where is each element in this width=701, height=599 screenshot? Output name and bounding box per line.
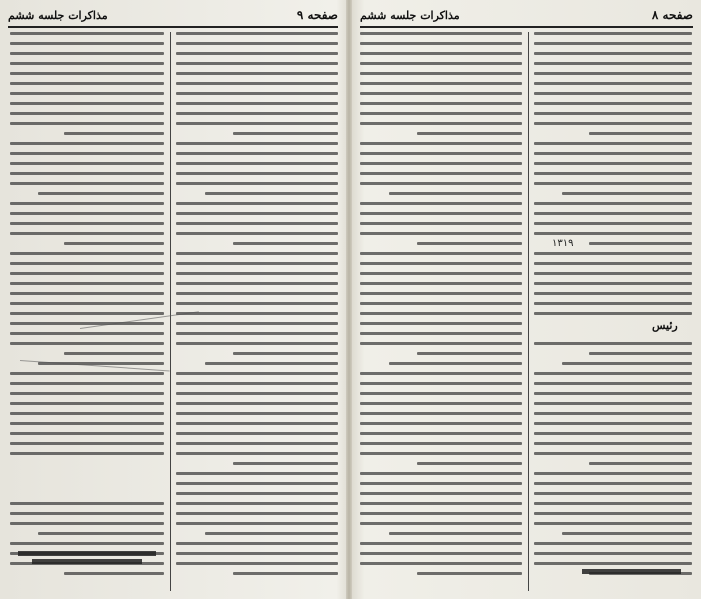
text-line [360, 322, 522, 325]
text-line [10, 512, 164, 515]
text-line [360, 62, 522, 65]
text-line [534, 492, 692, 495]
text-line [534, 272, 692, 275]
text-line [360, 42, 522, 45]
text-line [10, 522, 164, 525]
text-line [233, 352, 338, 355]
text-line [360, 32, 522, 35]
text-line [10, 142, 164, 145]
text-line [176, 212, 338, 215]
text-line [360, 82, 522, 85]
text-line [176, 142, 338, 145]
text-line [562, 362, 692, 365]
text-line [10, 32, 164, 35]
text-line [10, 152, 164, 155]
text-line [360, 302, 522, 305]
text-line [360, 292, 522, 295]
text-line [10, 502, 164, 505]
text-line [360, 122, 522, 125]
text-line [176, 292, 338, 295]
text-line [360, 212, 522, 215]
text-line [10, 92, 164, 95]
text-line [176, 162, 338, 165]
text-line [10, 312, 164, 315]
text-line [534, 82, 692, 85]
text-line [534, 42, 692, 45]
text-line [534, 342, 692, 345]
text-line [176, 472, 338, 475]
text-line [360, 222, 522, 225]
text-line [176, 522, 338, 525]
left-page-number-group [297, 8, 338, 22]
text-line [10, 172, 164, 175]
text-line [10, 102, 164, 105]
text-line [176, 262, 338, 265]
text-line [534, 252, 692, 255]
speaker-label: رئیس [652, 319, 678, 332]
text-line [360, 282, 522, 285]
text-line [10, 212, 164, 215]
text-line [10, 412, 164, 415]
text-line [534, 472, 692, 475]
text-line [534, 102, 692, 105]
text-line [176, 382, 338, 385]
text-line [360, 512, 522, 515]
text-line [360, 502, 522, 505]
text-line [10, 252, 164, 255]
text-line [10, 392, 164, 395]
text-line [360, 482, 522, 485]
text-line [10, 42, 164, 45]
right-page-column-inner [360, 32, 522, 591]
text-line [360, 412, 522, 415]
text-line [176, 102, 338, 105]
text-line [10, 182, 164, 185]
text-line [205, 362, 338, 365]
text-line [589, 352, 692, 355]
text-line [417, 462, 522, 465]
right-page [352, 0, 701, 599]
text-line [10, 452, 164, 455]
text-line [10, 302, 164, 305]
text-line [10, 292, 164, 295]
text-line [176, 412, 338, 415]
text-line [534, 222, 692, 225]
left-running-header [8, 4, 338, 28]
text-line [10, 372, 164, 375]
text-line [417, 572, 522, 575]
left-section-heading [12, 548, 162, 567]
left-page-column-outer [10, 32, 164, 591]
text-line [534, 382, 692, 385]
text-line [233, 572, 338, 575]
text-line [10, 322, 164, 325]
text-line [360, 472, 522, 475]
text-line [534, 402, 692, 405]
text-line [389, 532, 522, 535]
text-line [64, 242, 164, 245]
text-line [10, 52, 164, 55]
text-line [534, 262, 692, 265]
text-line [176, 432, 338, 435]
text-line [176, 222, 338, 225]
right-page-column-outer [534, 32, 692, 591]
text-line [10, 432, 164, 435]
text-line [534, 502, 692, 505]
left-page-number: ۹ [296, 8, 304, 22]
text-line [534, 312, 692, 315]
text-line [534, 452, 692, 455]
text-line [360, 312, 522, 315]
text-line [176, 62, 338, 65]
text-line [176, 342, 338, 345]
text-line [360, 272, 522, 275]
text-line [534, 552, 692, 555]
right-running-header [360, 4, 693, 28]
text-line [176, 562, 338, 565]
text-line [360, 92, 522, 95]
text-line [176, 272, 338, 275]
text-line [360, 162, 522, 165]
text-line [176, 442, 338, 445]
right-column-rule [528, 32, 529, 591]
text-line [360, 252, 522, 255]
right-closing-heading [542, 566, 687, 577]
text-line [10, 342, 164, 345]
text-line [176, 552, 338, 555]
text-line [534, 442, 692, 445]
text-line [176, 152, 338, 155]
text-line [205, 192, 338, 195]
left-running-title: مذاکرات جلسه ششم [8, 8, 108, 22]
text-line [176, 302, 338, 305]
text-line [10, 72, 164, 75]
text-line [176, 392, 338, 395]
text-line [176, 312, 338, 315]
text-line [534, 282, 692, 285]
text-line [360, 332, 522, 335]
left-page-label: صفحه [307, 8, 338, 22]
text-line [10, 162, 164, 165]
text-line [38, 192, 164, 195]
text-line [534, 32, 692, 35]
text-line [176, 172, 338, 175]
text-line [360, 202, 522, 205]
text-line [534, 482, 692, 485]
text-line [360, 232, 522, 235]
text-line [534, 62, 692, 65]
text-line [10, 442, 164, 445]
text-line [360, 112, 522, 115]
left-column-rule [170, 32, 171, 591]
text-line [38, 532, 164, 535]
text-line [360, 182, 522, 185]
text-line [534, 122, 692, 125]
text-line [176, 202, 338, 205]
text-line [417, 132, 522, 135]
text-line [176, 82, 338, 85]
text-line [534, 182, 692, 185]
text-line [360, 102, 522, 105]
text-line [10, 332, 164, 335]
text-line [360, 342, 522, 345]
text-line [534, 512, 692, 515]
text-line [176, 452, 338, 455]
text-line [176, 512, 338, 515]
text-line [534, 522, 692, 525]
text-line [534, 432, 692, 435]
text-line [64, 572, 164, 575]
text-line [589, 462, 692, 465]
text-line [360, 262, 522, 265]
text-line [360, 442, 522, 445]
text-line [205, 532, 338, 535]
text-line [176, 492, 338, 495]
text-line [233, 462, 338, 465]
text-line [360, 382, 522, 385]
text-line [534, 542, 692, 545]
text-line [534, 412, 692, 415]
text-line [360, 452, 522, 455]
year-mention: ۱۳۱۹ [552, 238, 574, 249]
text-line [534, 302, 692, 305]
text-line [534, 162, 692, 165]
right-page-label: صفحه [662, 8, 693, 22]
text-line [176, 252, 338, 255]
text-line [176, 422, 338, 425]
text-line [10, 222, 164, 225]
text-line [10, 542, 164, 545]
text-line [176, 322, 338, 325]
text-line [10, 62, 164, 65]
text-line [10, 112, 164, 115]
text-line [360, 542, 522, 545]
text-line [589, 242, 692, 245]
text-line [389, 362, 522, 365]
text-line [64, 132, 164, 135]
text-line [10, 282, 164, 285]
text-line [10, 122, 164, 125]
text-line [360, 52, 522, 55]
text-line [10, 422, 164, 425]
text-line [176, 402, 338, 405]
text-line [360, 172, 522, 175]
text-line [360, 72, 522, 75]
text-line [534, 562, 692, 565]
text-line [360, 142, 522, 145]
right-page-number: ۸ [651, 8, 659, 22]
text-line [534, 392, 692, 395]
right-running-title: مذاکرات جلسه ششم [360, 8, 460, 22]
text-line [534, 112, 692, 115]
text-line [360, 552, 522, 555]
text-line [64, 352, 164, 355]
text-line [534, 212, 692, 215]
text-line [176, 112, 338, 115]
text-line [562, 192, 692, 195]
text-line [534, 232, 692, 235]
text-line [176, 332, 338, 335]
text-line [10, 232, 164, 235]
text-line [534, 292, 692, 295]
text-line [589, 132, 692, 135]
text-line [360, 422, 522, 425]
text-line [534, 52, 692, 55]
text-line [360, 432, 522, 435]
text-line [176, 52, 338, 55]
text-line [176, 232, 338, 235]
text-line [534, 152, 692, 155]
text-line [176, 282, 338, 285]
text-line [176, 92, 338, 95]
text-line [360, 522, 522, 525]
text-line [562, 532, 692, 535]
text-line [10, 402, 164, 405]
text-line [534, 172, 692, 175]
text-line [360, 372, 522, 375]
text-line [534, 92, 692, 95]
text-line [534, 372, 692, 375]
text-line [10, 82, 164, 85]
left-page [0, 0, 346, 599]
text-line [176, 502, 338, 505]
text-line [360, 152, 522, 155]
text-line [176, 372, 338, 375]
text-line [176, 122, 338, 125]
text-line [360, 492, 522, 495]
text-line [360, 562, 522, 565]
left-page-column-inner [176, 32, 338, 591]
right-page-number-group [652, 8, 693, 22]
text-line [534, 72, 692, 75]
text-line [10, 272, 164, 275]
text-line [233, 132, 338, 135]
text-line [360, 392, 522, 395]
text-line [10, 262, 164, 265]
text-line [176, 32, 338, 35]
text-line [176, 72, 338, 75]
text-line [360, 402, 522, 405]
text-line [417, 242, 522, 245]
text-line [10, 202, 164, 205]
text-line [534, 202, 692, 205]
text-line [534, 142, 692, 145]
text-line [389, 192, 522, 195]
text-line [176, 542, 338, 545]
text-line [10, 382, 164, 385]
text-line [176, 182, 338, 185]
text-line [534, 422, 692, 425]
text-line [176, 42, 338, 45]
text-line [176, 482, 338, 485]
text-line [417, 352, 522, 355]
text-line [233, 242, 338, 245]
